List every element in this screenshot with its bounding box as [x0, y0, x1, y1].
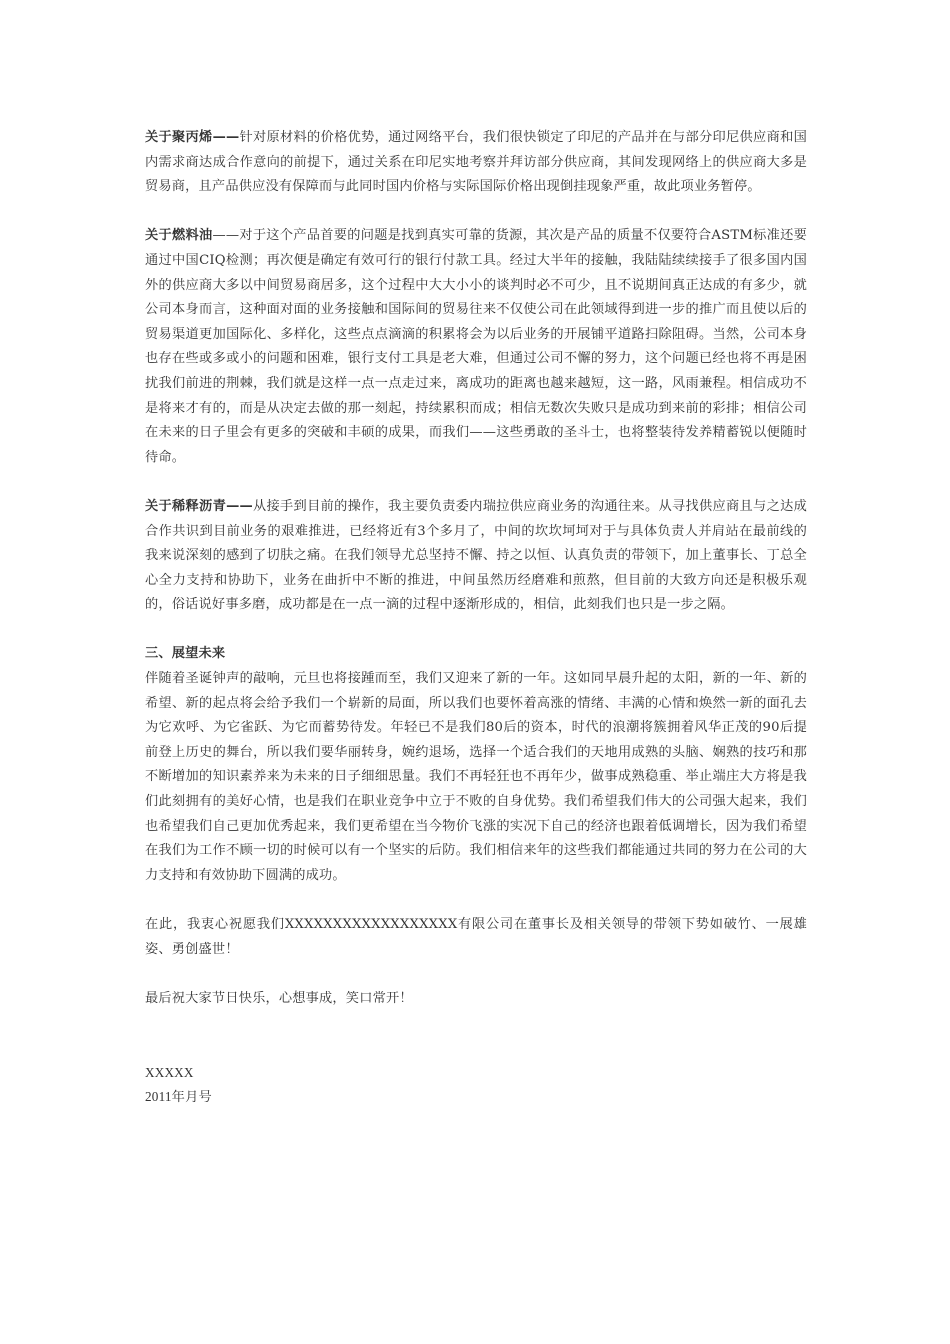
signature-name: XXXXX [145, 1064, 194, 1080]
paragraph-wish: 在此，我衷心祝愿我们XXXXXXXXXXXXXXXXXX有限公司在董事长及相关领导的带领下势如破竹、一展雄姿、勇创盛世！ [145, 917, 807, 957]
paragraph-lead: 关于燃料油 [145, 228, 213, 244]
paragraph-polypropylene [145, 126, 807, 200]
paragraph-lead: 关于聚丙烯—— [145, 130, 240, 145]
paragraph-diluted-asphalt [145, 495, 807, 618]
paragraph-text: ——对于这个产品首要的问题是找到真实可靠的货源，其次是产品的质量不仅要符合ASTM标准还要通过中国CIQ检测；再次便是确定有效可行的银行付款工具。经过大半年的接触，我陆陆续续接手了很多国内国外的供应商大多以中间贸易商居多，这个过程中大大小小的谈判时必不可少，且不说期间真正达成的有多少，就公司本身而言，这种面对面的业务接触和国际间的贸易往来不仅使公司在此领域得到进一步的推广而且使以后的贸易渠道更加国际化、多样化，这些点点滴滴的积累将会为以后业务的开展铺平道路扫除阻碍。当然，公司本身也存在些或多或小的问题和困难，银行支付工具是老大难，但通过公司不懈的努力，这个问题已经也将不再是困扰我们前进的荆棘，我们就是这样一点一点走过来，离成功的距离也越来越短，这一路，风雨兼程。相信成功不是将来才有的，而是从决定去做的那一刻起，持续累积而成；相信无数次失败只是成功到来前的彩排；相信公司在未来的日子里会有更多的突破和丰硕的成果，而我们——这些勇敢的圣斗士，也将整装待发养精蓄锐以便随时待命。 [145, 228, 808, 465]
signature-date: 2011年月号 [145, 1089, 212, 1105]
paragraph-text: 从接手到目前的操作，我主要负责委内瑞拉供应商业务的沟通往来。从寻找供应商且与之达成合作共识到目前业务的艰难推进，已经将近有3个多月了，中间的坎坎坷坷对于与具体负责人并肩站在最前线的我来说深刻的感到了切肤之痛。在我们领导尤总坚持不懈、持之以恒、认真负责的带领下，加上董事长、丁总全心全力支持和协助下，业务在曲折中不断的推进，中间虽然历经磨难和煎熬，但目前的大致方向还是积极乐观的，俗话说好事多磨，成功都是在一点一滴的过程中逐渐形成的，相信，此刻我们也只是一步之隔。 [145, 498, 807, 613]
paragraph-lead: 关于稀释沥青—— [145, 498, 253, 514]
paragraph-text: 针对原材料的价格优势，通过网络平台，我们很快锁定了印尼的产品并在与部分印尼供应商和国内需求商达成合作意向的前提下，通过关系在印尼实地考察并拜访部分供应商，其间发现网络上的供应商大多是贸易商，且产品供应没有保障而与此同时国内价格与实际国际价格出现倒挂现象严重，故此项业务暂停。 [145, 130, 807, 195]
paragraph-closing: 最后祝大家节日快乐，心想事成，笑口常开！ [145, 990, 413, 1006]
paragraph-fuel-oil [145, 224, 807, 470]
paragraph-future: 伴随着圣诞钟声的敲响，元旦也将接踵而至，我们又迎来了新的一年。这如同早晨升起的太阳，新的一年、新的希望、新的起点将会给予我们一个崭新的局面，所以我们也要怀着高涨的情绪、丰满的心情和焕然一新的面孔去为它欢呼、为它雀跃、为它而蓄势待发。年轻已不是我们80后的资本，时代的浪潮将簇拥着风华正茂的90后提前登上历史的舞台，所以我们要华丽转身，婉约退场，选择一个适合我们的天地用成熟的头脑、娴熟的技巧和那不断增加的知识素养来为未来的日子细细思量。我们不再轻狂也不再年少，做事成熟稳重、举止端庄大方将是我们此刻拥有的美好心情，也是我们在职业竞争中立于不败的自身优势。我们希望我们伟大的公司强大起来，我们也希望我们自己更加优秀起来，我们更希望在当今物价飞涨的实况下自己的经济也跟着低调增长，因为我们希望在我们为工作不顾一切的时候可以有一个坚实的后防。我们相信来年的这些我们都能通过共同的努力在公司的大力支持和有效协助下圆满的成功。 [145, 671, 807, 883]
blank-line [145, 1036, 807, 1061]
section-heading: 三、展望未来 [145, 646, 226, 662]
document-body [145, 126, 807, 1110]
